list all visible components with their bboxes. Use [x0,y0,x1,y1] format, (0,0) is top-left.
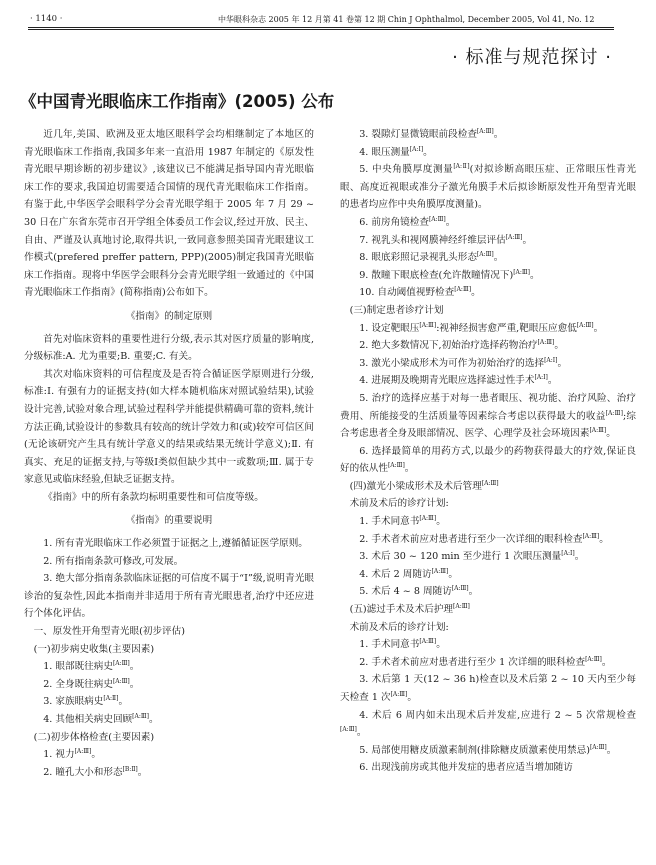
paragraph-text: 《指南》中的所有条款均标明重要性和可信度等级。 [43,491,264,503]
paragraph-text: 5. 中央角膜厚度测量 [359,164,454,176]
paragraph-text: 4. 眼压测量 [359,146,410,158]
paragraph [24,331,314,366]
evidence-grade: [A:Ⅲ] [387,462,405,470]
paragraph [24,658,314,676]
paragraph [340,531,636,549]
evidence-grade: [A:Ⅲ] [481,479,499,487]
paragraph-text: 7. 视乳头和视网膜神经纤维层评估 [359,234,506,246]
paragraph [340,249,636,267]
paragraph-text: 首先对临床资料的重要性进行分级,表示其对医疗质量的影响度,分级标准:A. 尤为重要;B. 重要;C. 有关。 [24,333,314,363]
paragraph [340,759,636,777]
header-rule-top [28,27,614,28]
evidence-grade: [B:Ⅱ] [122,765,138,773]
paragraph-text: 5. 治疗的选择应基于对每一患者眼压、视功能、治疗风险、治疗费用、所能接受的生活质量等因素综合考虑以获得最大的收益 [340,392,636,422]
paragraph-text: 《指南》的制定原则 [125,310,213,322]
section-heading [24,308,314,326]
evidence-grade: [A:Ⅲ] [476,250,494,258]
paragraph-text: 8. 眼底彩照记录视乳头形态 [359,252,477,264]
header-rule-bottom [28,29,614,30]
section-heading [24,512,314,530]
evidence-grade: [A:Ⅰ] [534,374,548,382]
evidence-grade: [A:Ⅲ] [476,127,494,135]
paragraph-text-tail: 。 [554,340,564,352]
paragraph-text: (二)初步体格检查(主要因素) [33,731,155,743]
paragraph-text: 3. 激光小梁成形术为可作为初始治疗的选择 [359,357,545,369]
paragraph-text: (五)滤过手术及术后护理 [349,604,454,616]
paragraph-text: 1. 设定靶眼压 [359,322,420,334]
paragraph-text: 近几年,美国、欧洲及亚太地区眼科学会均相继制定了本地区的青光眼临床工作指南,我国多年来一直沿用 1987 年制定的《原发性青光眼早期诊断的初步建议》,该建议已不能满足指导国内青光眼临床工作的要求,我国迫切需要适合国情的现代青光眼临床工作指南。有鉴于此,中华医学会眼科学分会青光眼学组于 2005 年 7 月 29 ~ 30 日在广东省东莞市召开学组全体委员工作会议,经过开放、民主、自由、严谨及认真地讨论,取得共识,一致同意参照美国青光眼建议工作模式(prefered preffer pattern, PPP)(2005)制定我国青光眼临床工作指南。现将中华医学会眼科分会青光眼学组一致通过的《中国青光眼临床工作指南》(简称指南)公布如下。 [24,129,314,299]
evidence-grade: [A:Ⅲ] [537,338,555,346]
left-column [24,126,314,781]
paragraph [24,676,314,694]
evidence-grade: [A:Ⅰ] [544,356,558,364]
paragraph-text: 3. 术后 30 ~ 120 min 至少进行 1 次眼压测量 [359,551,562,563]
paragraph [24,764,314,782]
paragraph-text: 4. 术后 6 周内如未出现术后并发症,应进行 2 ~ 5 次常规检查 [359,709,636,721]
paragraph-text: 5. 术后 4 ~ 8 周随访 [359,586,452,598]
paragraph [340,126,636,144]
paragraph [340,513,636,531]
paragraph [340,548,636,566]
paragraph-text-tail: 。 [493,129,504,140]
paragraph [24,535,314,553]
paragraph-text-tail: 。 [423,146,433,158]
paragraph [340,566,636,584]
paragraph-text-tail: 。 [137,766,148,778]
paragraph [24,489,314,507]
paragraph-text-tail: 。 [407,692,417,703]
paragraph-text-tail: 。 [448,568,458,580]
paragraph [340,144,636,162]
evidence-grade: [A:Ⅰ] [409,145,424,153]
paragraph-text-tail: (对拟诊断高眼压症、正常眼压性青光眼、高度近视眼或准分子激光角膜手术后拟诊断原发性开角型青光眼的患者均应作中央角膜厚度测量)。 [340,164,636,211]
evidence-grade: [A:Ⅲ] [589,426,607,434]
paragraph [340,161,636,214]
evidence-grade: [A:Ⅲ] [419,638,437,646]
paragraph-text: 1. 眼部既往病史 [43,661,113,673]
evidence-grade: [A:Ⅲ] [513,268,531,276]
paragraph-text-tail: 。 [530,269,540,281]
paragraph [340,355,636,373]
paragraph-text-tail: 。 [471,287,481,299]
paragraph [340,284,636,302]
section-banner: · 标准与规范探讨 · [452,47,612,68]
paragraph [340,302,636,320]
evidence-grade: [A:Ⅲ] [132,712,149,720]
paragraph-text: 2. 手术者术前应对患者进行至少 1 次详细的眼科检查 [359,656,586,668]
paragraph-text: 3. 绝大部分指南条款临床证据的可信度不属于“Ⅰ”级,说明青光眼诊治的复杂性,因此本指南并非适用于所有青光眼患者,治疗中还应进行个体化评估。 [24,573,314,620]
paragraph-text: (四)激光小梁成形术及术后管理 [349,480,482,492]
evidence-grade: [A:Ⅲ] [74,748,92,755]
paragraph [24,366,314,489]
paragraph-text-tail: 。 [493,252,504,264]
paragraph-text: 2. 手术者术前应对患者进行至少一次详细的眼科检查 [359,533,583,545]
evidence-grade: [A:Ⅲ] [454,286,472,294]
paragraph [24,693,314,711]
paragraph [24,126,314,302]
evidence-grade: [A:Ⅱ] [103,695,119,703]
evidence-grade: [A:Ⅲ] [576,321,594,329]
paragraph [24,641,314,659]
paragraph-text: 1. 视力 [43,749,75,761]
paragraph-text: 5. 局部使用糖皮质激素制剂(排除糖皮质激素使用禁忌) [359,744,590,756]
paragraph-text: 一、原发性开角型青光眼(初步评估) [33,626,185,638]
paragraph-text: 4. 进展期及晚期青光眼应选择滤过性手术 [359,375,535,387]
paragraph-text-tail: 。 [436,639,446,651]
paragraph [340,443,636,478]
evidence-grade: [A:Ⅲ] [589,743,607,751]
evidence-grade: [A:Ⅲ] [340,726,357,733]
evidence-grade: [A:Ⅲ] [585,655,602,663]
paragraph [340,495,636,513]
paragraph-text-tail: ;综合考虑患者全身及眼部情况、医学、心理学及社会环境因素 [340,410,637,440]
paragraph [340,619,636,637]
paragraph-text: 术前及术后的诊疗计划: [349,621,449,633]
evidence-grade: [A:Ⅲ] [112,660,130,668]
paragraph [340,320,636,338]
paragraph-text-tail: 。 [547,375,558,387]
paragraph-text-tail: 。 [557,357,568,369]
paragraph-text-tail: :视神经损害愈严重,靶眼压应愈低 [436,322,577,334]
evidence-grade: [A:Ⅲ] [390,690,408,698]
paragraph-text: 6. 出现浅前房或其他并发症的患者应适当增加随访 [359,762,573,774]
paragraph [340,742,636,760]
evidence-grade: [A:Ⅲ] [112,677,130,685]
paragraph-text: 2. 全身既往病史 [43,678,113,690]
paragraph-text-tail: 。 [606,428,616,440]
evidence-grade: [A:Ⅲ] [419,514,437,522]
evidence-grade: [A:Ⅲ] [505,233,523,241]
evidence-grade: [A:Ⅲ] [428,215,446,223]
paragraph-text-tail: 。 [593,322,604,334]
paragraph-text-tail: 。 [129,661,140,673]
evidence-grade: [A:Ⅲ] [451,585,469,593]
evidence-grade: [A:Ⅰ] [561,550,575,558]
paragraph-text: 6. 前房角镜检查 [359,216,429,228]
page-number: · 1140 · [30,14,63,24]
paragraph-text: 其次对临床资料的可信程度及是否符合循证医学原则进行分级,标准:Ⅰ. 有强有力的证据支持(如大样本随机临床对照试验结果),试验设计完善,试验对象合理,试验过程科学并能提供精确可靠的资料,统计方法正确,试验设计的参数具有较高的统计学效力和(或)较窄可信区间(无论该研究产生具有统计学意义的结果或结果无统计学意义);Ⅱ. 有真实、充足的证据支持,与等级Ⅰ类似但缺少其中一或数项;Ⅲ. 属于专家意见或临床经验,但缺乏证据支持。 [24,368,314,486]
paragraph-text-tail: 。 [356,727,367,739]
running-header: 中华眼科杂志 2005 年 12 月第 41 卷第 12 期 Chin J Ophthalmol, December 2005, Vol 41, No. 12 [218,15,595,24]
paragraph [340,671,636,706]
paragraph [340,372,636,390]
paragraph-text-tail: 。 [436,516,446,528]
paragraph [340,214,636,232]
paragraph [24,729,314,747]
paragraph-text: 3. 术后第 1 天(12 ~ 36 h)检查以及术后第 2 ~ 10 天内至少每天检查 1 次 [340,674,636,703]
evidence-grade: [A:Ⅲ] [419,321,437,329]
paragraph-text: 6. 选择最简单的用药方式,以最少的药物获得最大的疗效,保证良好的依从性 [340,445,636,475]
paragraph [340,478,636,496]
paragraph [340,601,636,619]
paragraph [340,267,636,285]
paragraph-text: 2. 所有指南条款可修改,可发展。 [43,555,184,567]
paragraph-text-tail: 。 [404,463,415,475]
paragraph-text-tail: 。 [606,744,617,756]
paragraph-text: 4. 术后 2 周随访 [359,568,432,580]
paragraph [24,623,314,641]
right-column [340,126,636,777]
paragraph-text-tail: 。 [468,586,479,598]
evidence-grade: [A:Ⅲ] [605,409,623,417]
paragraph-text-tail: 。 [445,216,456,228]
paragraph-text-tail: 。 [574,551,585,563]
evidence-grade: [A:Ⅱ] [453,163,470,170]
paragraph-text: 1. 所有青光眼临床工作必须置于证据之上,遵循循证医学原则。 [43,538,308,550]
paragraph-text: (一)初步病史收集(主要因素) [33,643,155,655]
paragraph [24,746,314,764]
paragraph [340,583,636,601]
paragraph [24,553,314,571]
evidence-grade: [A:Ⅲ] [582,532,600,540]
paragraph [340,636,636,654]
paragraph-text-tail: 。 [91,749,101,761]
paragraph [340,232,636,250]
paragraph-text: 1. 手术同意书 [359,639,420,651]
article-title: 《中国青光眼临床工作指南》(2005) 公布 [20,92,335,111]
paragraph-text: 术前及术后的诊疗计划: [349,498,449,510]
paragraph-text: 4. 其他相关病史回顾 [43,714,133,725]
paragraph [340,707,636,742]
paragraph-text-tail: 。 [118,696,129,708]
paragraph-text: 9. 散瞳下眼底检查(允许散瞳情况下) [359,269,514,281]
paragraph-text: 《指南》的重要说明 [125,515,213,527]
paragraph [340,390,636,443]
paragraph-text: (三)制定患者诊疗计划 [349,304,444,316]
paragraph-text-tail: 。 [129,678,140,690]
paragraph [340,654,636,672]
paragraph [24,711,314,729]
paragraph [24,570,314,623]
paragraph-text: 1. 手术同意书 [359,516,420,528]
paragraph-text-tail: 。 [148,714,159,725]
evidence-grade: [A:Ⅲ] [453,602,470,610]
paragraph-text-tail: 。 [601,656,612,668]
paragraph [340,337,636,355]
paragraph-text: 2. 瞳孔大小和形态 [43,766,123,778]
paragraph-text: 3. 裂隙灯显微镜眼前段检查 [359,129,477,140]
paragraph-text-tail: 。 [599,533,609,545]
paragraph-text-tail: 。 [522,234,533,246]
paragraph-text: 10. 自动阈值视野检查 [359,287,455,299]
evidence-grade: [A:Ⅲ] [431,567,449,575]
paragraph-text: 2. 绝大多数情况下,初始治疗选择药物治疗 [359,340,538,352]
paragraph-text: 3. 家族眼病史 [43,696,104,708]
